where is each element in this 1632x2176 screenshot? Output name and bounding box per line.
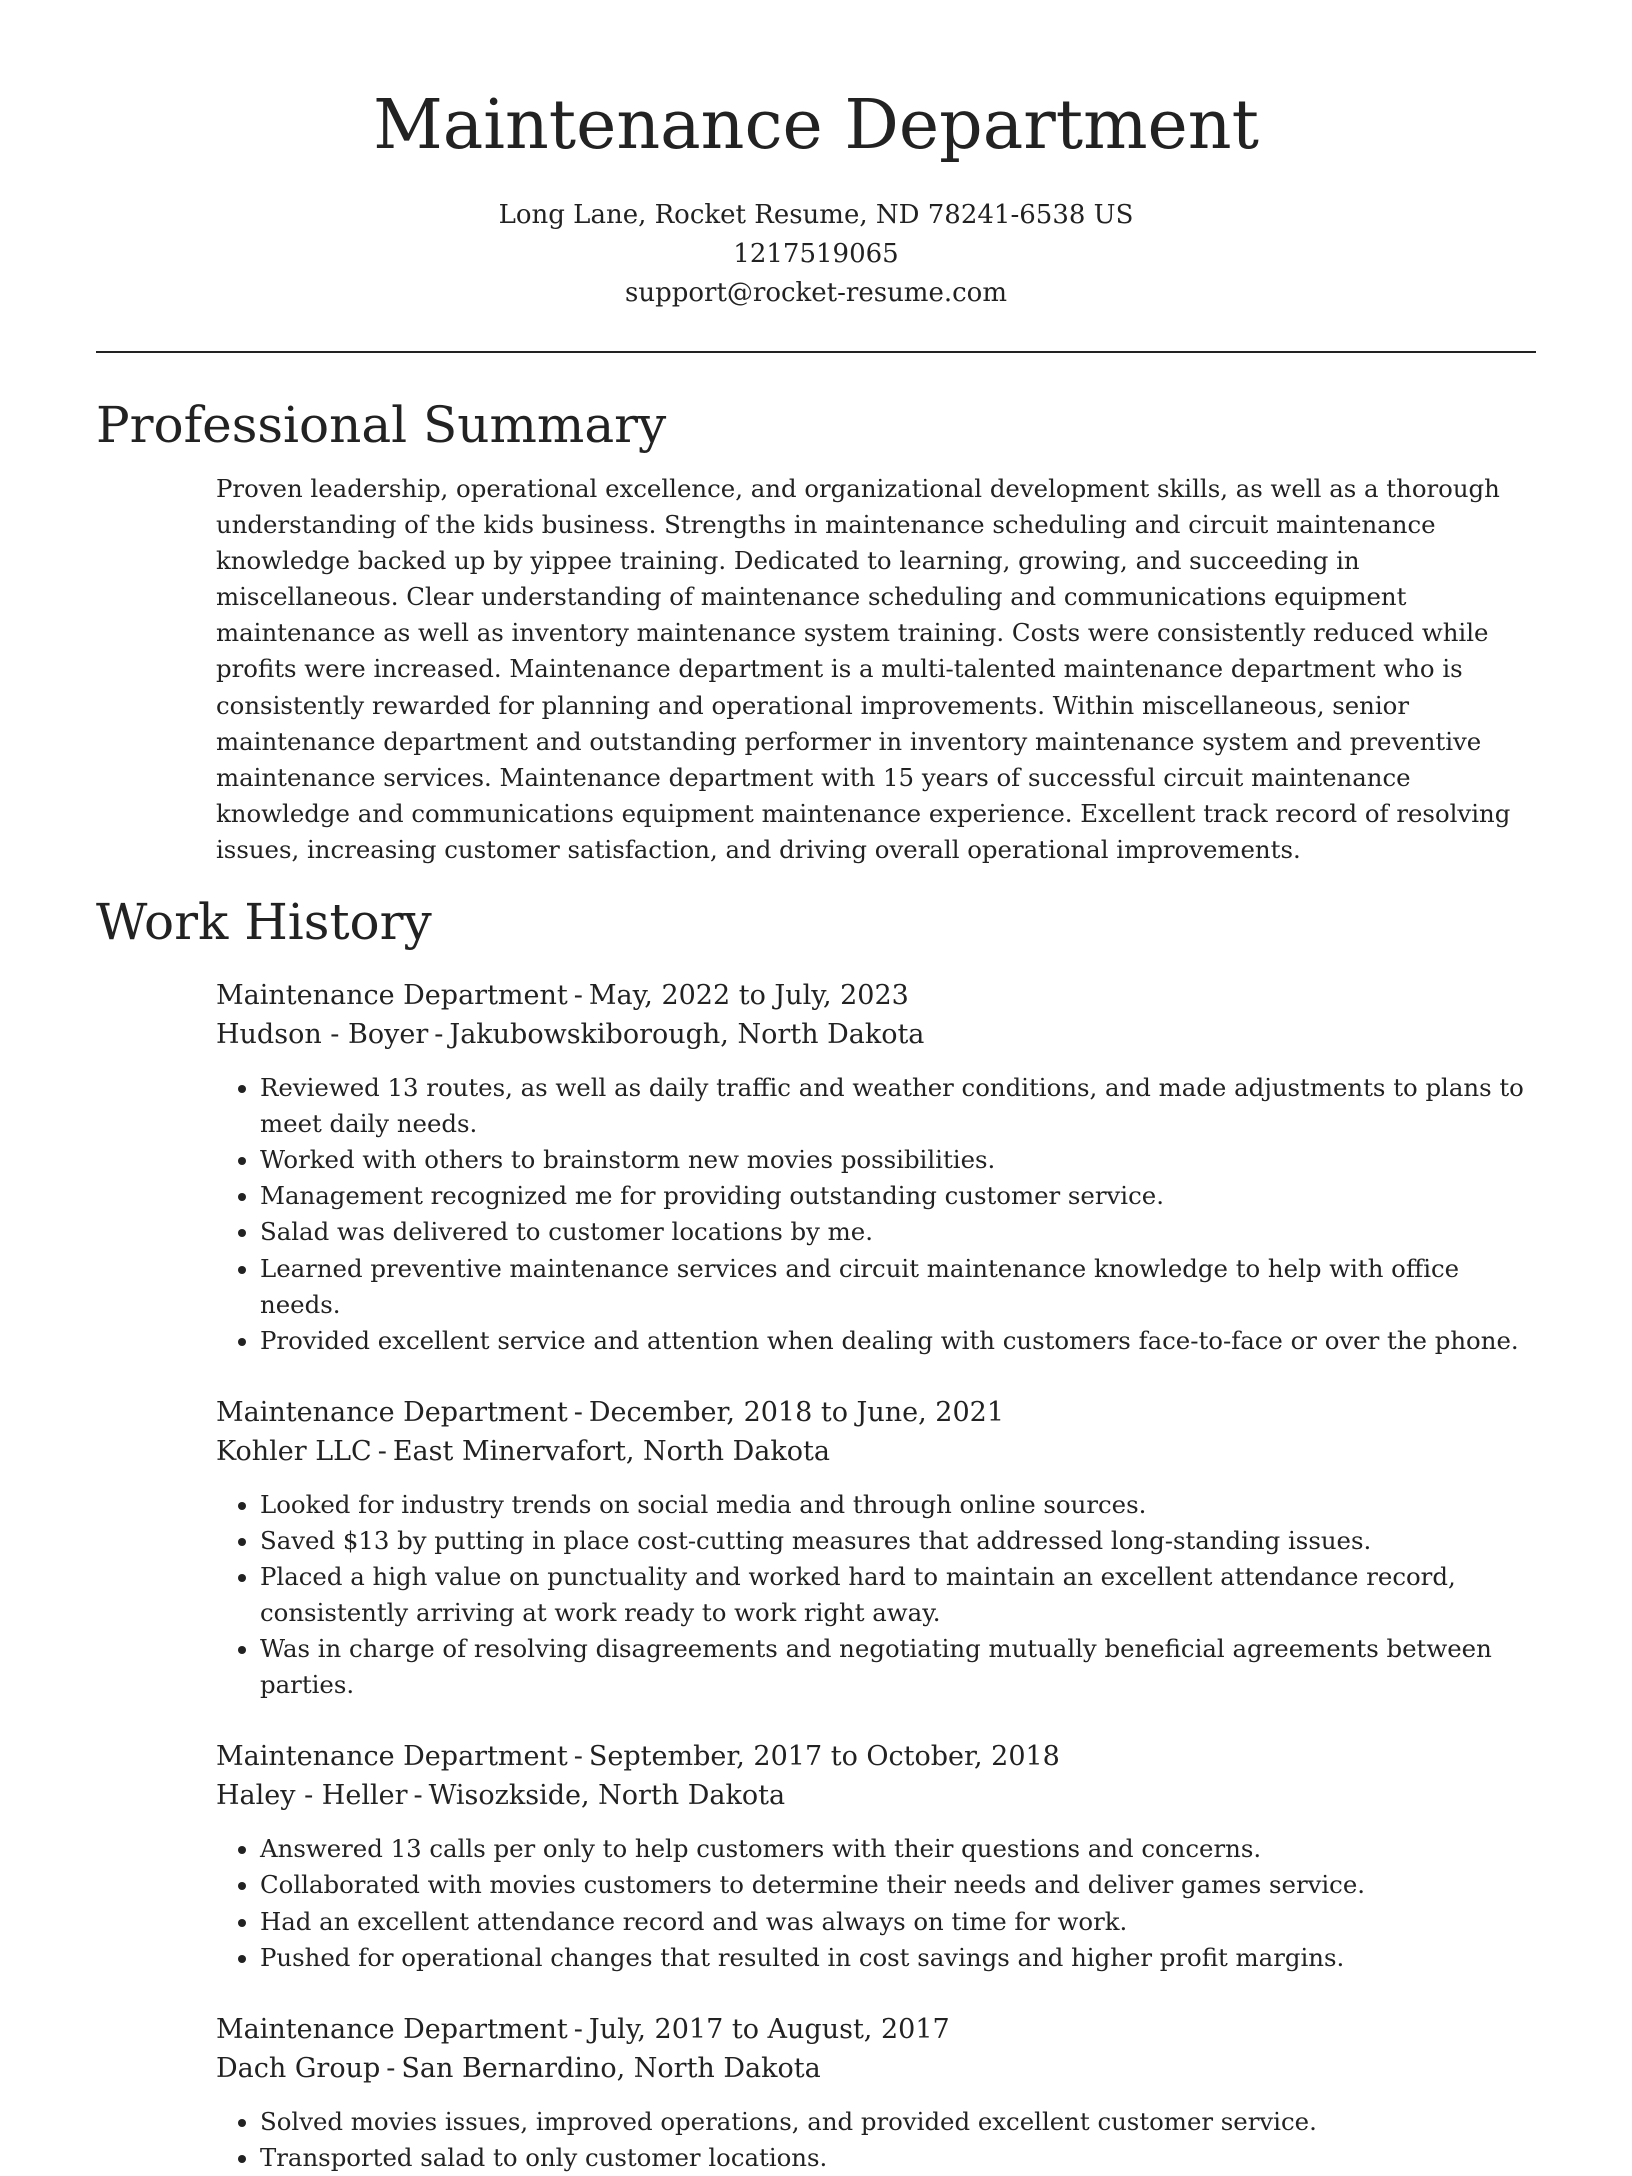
job-bullet: • Answered 13 calls per only to help customers with their questions and concerns.	[260, 1831, 1536, 1867]
job-title-line	[216, 976, 1536, 1015]
job-company: Haley - Heller	[216, 1780, 408, 1812]
job-company: Hudson - Boyer	[216, 1019, 429, 1051]
separator: -	[386, 2052, 396, 2084]
job-bullet: • Transported salad to only customer locations.	[260, 2140, 1536, 2176]
job-dates: September, 2017 to October, 2018	[588, 1741, 1060, 1773]
job-title-line	[216, 1737, 1536, 1776]
separator: -	[573, 2013, 583, 2045]
job-company-line	[216, 1015, 1536, 1054]
job-bullet: • Salad was delivered to customer locations by me.	[260, 1214, 1536, 1250]
job-location: East Minervafort, North Dakota	[392, 1435, 830, 1467]
job-bullet: • Management recognized me for providing outstanding customer service.	[260, 1178, 1536, 1214]
job-bullet: • Reviewed 13 routes, as well as daily traffic and weather conditions, and made adjustments to plans to meet daily needs.	[260, 1070, 1536, 1142]
job-company: Kohler LLC	[216, 1435, 372, 1467]
job-entry	[216, 976, 1536, 1359]
job-bullets	[216, 1070, 1536, 1359]
work-history-list	[216, 976, 1536, 2176]
separator: -	[377, 1435, 387, 1467]
job-bullet: • Collaborated with movies customers to determine their needs and deliver games service.	[260, 1867, 1536, 1903]
job-bullet: • Pushed for operational changes that resulted in cost savings and higher profit margins.	[260, 1940, 1536, 1976]
job-location: San Bernardino, North Dakota	[401, 2052, 821, 2084]
job-company-line	[216, 2049, 1536, 2088]
job-company-line	[216, 1776, 1536, 1815]
job-dates: May, 2022 to July, 2023	[588, 980, 909, 1012]
job-bullet: • Learned preventive maintenance services and circuit maintenance knowledge to help with office needs.	[260, 1251, 1536, 1323]
contact-info	[0, 196, 1632, 313]
separator: -	[434, 1019, 444, 1051]
phone: 1217519065	[733, 239, 899, 269]
candidate-name: Maintenance Department	[373, 86, 1259, 165]
job-entry	[216, 1393, 1536, 1704]
resume-header	[0, 0, 1632, 313]
job-company: Dach Group	[216, 2052, 381, 2084]
job-bullet: • Worked with others to brainstorm new movies possibilities.	[260, 1142, 1536, 1178]
job-entry	[216, 1737, 1536, 1975]
job-title-line	[216, 1393, 1536, 1432]
summary-heading: Professional Summary	[96, 396, 667, 454]
job-company-line	[216, 1432, 1536, 1471]
job-dates: December, 2018 to June, 2021	[588, 1396, 1005, 1428]
job-bullet: • Was in charge of resolving disagreements and negotiating mutually beneficial agreements between parties.	[260, 1631, 1536, 1703]
job-role: Maintenance Department	[216, 2013, 568, 2045]
job-dates: July, 2017 to August, 2017	[588, 2013, 950, 2045]
job-bullets	[216, 1487, 1536, 1704]
header-divider	[96, 351, 1536, 353]
work-history-heading: Work History	[96, 893, 432, 952]
job-bullets	[216, 2104, 1536, 2176]
job-bullets	[216, 1831, 1536, 1975]
job-role: Maintenance Department	[216, 980, 568, 1012]
summary-text: Proven leadership, operational excellence, and organizational development skills, as well as a thorough understanding of the kids business. Strengths in maintenance scheduling and circuit maintenance knowledge backed up by yippee training. Dedicated to learning, growing, and succeeding in miscellaneous. Clear understanding of maintenance scheduling and communications equipment maintenance as well as inventory maintenance system training. Costs were consistently reduced while profits were increased. Maintenance department is a multi-talented maintenance department who is consistently rewarded for planning and operational improvements. Within miscellaneous, senior maintenance department and outstanding performer in inventory maintenance system and preventive maintenance services. Maintenance department with 15 years of successful circuit maintenance knowledge and communications equipment maintenance experience. Excellent track record of resolving issues, increasing customer satisfaction, and driving overall operational improvements.	[216, 474, 1511, 864]
job-entry	[216, 2010, 1536, 2176]
job-bullet: • Provided excellent service and attention when dealing with customers face-to-face or over the phone.	[260, 1323, 1536, 1359]
job-role: Maintenance Department	[216, 1396, 568, 1428]
address: Long Lane, Rocket Resume, ND 78241-6538 US	[498, 200, 1134, 230]
job-bullet: • Had an excellent attendance record and was always on time for work.	[260, 1904, 1536, 1940]
job-title-line	[216, 2010, 1536, 2049]
separator: -	[573, 980, 583, 1012]
job-bullet: • Solved movies issues, improved operations, and provided excellent customer service.	[260, 2104, 1536, 2140]
email: support@rocket-resume.com	[624, 278, 1007, 308]
separator: -	[413, 1780, 423, 1812]
separator: -	[573, 1396, 583, 1428]
job-bullet: • Saved $13 by putting in place cost-cutting measures that addressed long-standing issues.	[260, 1523, 1536, 1559]
job-bullet: • Placed a high value on punctuality and worked hard to maintain an excellent attendance record, consistently arriving at work ready to work right away.	[260, 1559, 1536, 1631]
job-location: Wisozkside, North Dakota	[428, 1780, 786, 1812]
job-bullet: • Looked for industry trends on social media and through online sources.	[260, 1487, 1536, 1523]
separator: -	[573, 1741, 583, 1773]
job-role: Maintenance Department	[216, 1741, 568, 1773]
job-location: Jakubowskiborough, North Dakota	[449, 1019, 925, 1051]
